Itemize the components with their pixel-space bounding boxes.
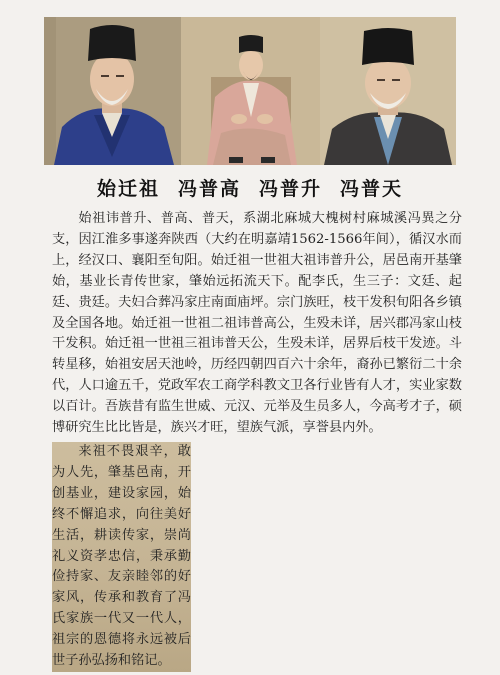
page-title	[0, 174, 500, 201]
paragraph-1: 始祖讳普升、普高、普天，系湖北麻城大槐树村麻城溪冯異之分支，因江淮多事遂奔陕西（大约在明嘉靖1562-1566年间），循汉水而上，经汉口、襄阳至旬阳。始迁祖一世祖大祖讳普升公，居邑南开基肇始，基业长青传世家，肇始远拓流天下。配李氏，生三子：文廷、起廷、贵廷。夫妇合葬冯家庄南面庙坪。宗门族旺，枝干发积旬阳各乡镇及全国各地。始迁祖一世祖二祖讳普高公，生殁未详，居兴郡冯家山枝干发积。始迁祖一世祖三祖讳普天公，生殁未详，居界后枝干发迹。斗转星移，始祖安居天池岭，历经四朝四百六十余年，裔孙已繁衍二十余代，人口逾五千，党政军农工商学科教文卫各行业皆有人才，实业家数以百计。吾族昔有监生世威、元汉、元举及生员多人，今高考才子，硕博研究生比比皆是，族兴才旺，望族气派，享誉县内外。	[52, 211, 462, 436]
paragraph-2: 来祖不畏艰辛，敢为人先，肇基邑南，开创基业，建设家园，始终不懈追求，向往美好生活，耕读传家，崇尚礼义资孝忠信，秉承勤俭持家、友亲睦邻的好家风，传承和教育了冯氏家族一代又一代人，祖宗的恩德将永远被后世子孙弘扬和铭记。	[52, 442, 191, 672]
title-name-3: 冯普天	[340, 178, 404, 200]
portrait-right-image	[320, 17, 456, 165]
portrait-middle-image	[181, 17, 320, 165]
portrait-left	[44, 17, 181, 165]
body-text	[52, 209, 462, 675]
title-name-2: 冯普升	[259, 178, 323, 200]
portrait-strip	[44, 17, 456, 165]
portrait-left-image	[44, 17, 181, 165]
title-name-1: 冯普高	[177, 178, 241, 200]
portrait-middle	[181, 17, 320, 165]
portrait-right	[320, 17, 456, 165]
title-prefix: 始迁祖	[96, 178, 160, 200]
